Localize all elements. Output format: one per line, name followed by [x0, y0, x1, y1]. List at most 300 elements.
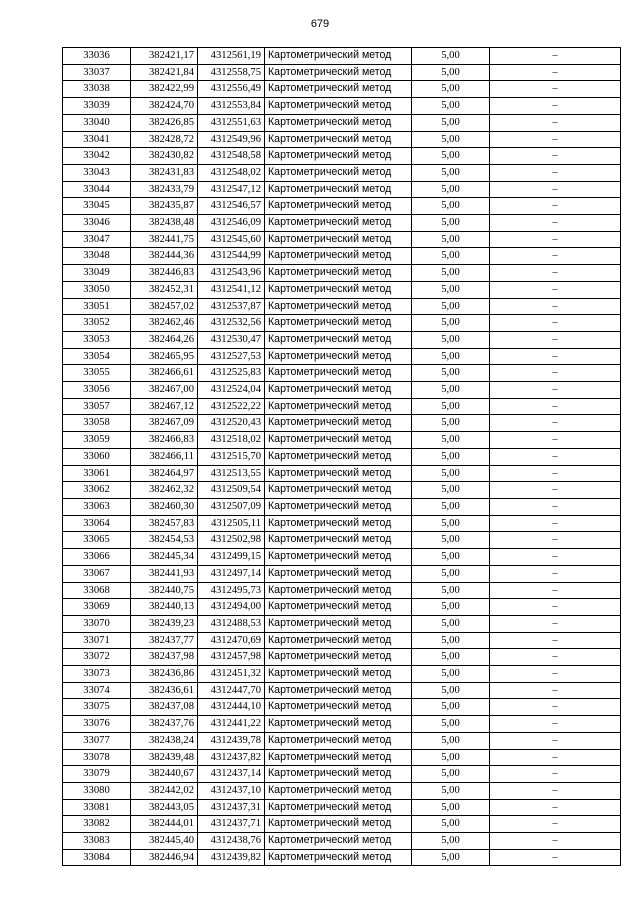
x-coordinate-cell: 382424,70 [131, 98, 198, 115]
accuracy-cell: 5,00 [412, 699, 490, 716]
y-coordinate-cell: 4312525,83 [198, 365, 265, 382]
point-id-cell: 33081 [63, 799, 131, 816]
x-coordinate-cell: 382441,75 [131, 231, 198, 248]
method-cell: Картометрический метод [265, 331, 412, 348]
point-id-cell: 33068 [63, 582, 131, 599]
table-row [63, 682, 621, 699]
point-id-cell: 33054 [63, 348, 131, 365]
table-row [63, 198, 621, 215]
accuracy-cell: 5,00 [412, 799, 490, 816]
table-row [63, 215, 621, 232]
note-cell: – [490, 816, 621, 833]
method-cell: Картометрический метод [265, 515, 412, 532]
table-row [63, 315, 621, 332]
table-row [63, 599, 621, 616]
accuracy-cell: 5,00 [412, 64, 490, 81]
y-coordinate-cell: 4312513,55 [198, 465, 265, 482]
x-coordinate-cell: 382421,84 [131, 64, 198, 81]
y-coordinate-cell: 4312451,32 [198, 666, 265, 683]
table-row [63, 749, 621, 766]
accuracy-cell: 5,00 [412, 164, 490, 181]
accuracy-cell: 5,00 [412, 281, 490, 298]
table-row [63, 398, 621, 415]
x-coordinate-cell: 382431,83 [131, 164, 198, 181]
accuracy-cell: 5,00 [412, 415, 490, 432]
note-cell: – [490, 766, 621, 783]
table-row [63, 716, 621, 733]
accuracy-cell: 5,00 [412, 649, 490, 666]
note-cell: – [490, 415, 621, 432]
method-cell: Картометрический метод [265, 749, 412, 766]
x-coordinate-cell: 382436,86 [131, 666, 198, 683]
point-id-cell: 33062 [63, 482, 131, 499]
note-cell: – [490, 98, 621, 115]
x-coordinate-cell: 382444,36 [131, 248, 198, 265]
point-id-cell: 33050 [63, 281, 131, 298]
table-row [63, 532, 621, 549]
point-id-cell: 33075 [63, 699, 131, 716]
method-cell: Картометрический метод [265, 649, 412, 666]
y-coordinate-cell: 4312441,22 [198, 716, 265, 733]
point-id-cell: 33049 [63, 265, 131, 282]
note-cell: – [490, 782, 621, 799]
point-id-cell: 33053 [63, 331, 131, 348]
y-coordinate-cell: 4312553,84 [198, 98, 265, 115]
x-coordinate-cell: 382457,83 [131, 515, 198, 532]
method-cell: Картометрический метод [265, 265, 412, 282]
note-cell: – [490, 799, 621, 816]
accuracy-cell: 5,00 [412, 198, 490, 215]
x-coordinate-cell: 382439,23 [131, 615, 198, 632]
accuracy-cell: 5,00 [412, 666, 490, 683]
x-coordinate-cell: 382440,75 [131, 582, 198, 599]
y-coordinate-cell: 4312546,09 [198, 215, 265, 232]
accuracy-cell: 5,00 [412, 615, 490, 632]
table-row [63, 131, 621, 148]
note-cell: – [490, 549, 621, 566]
point-id-cell: 33072 [63, 649, 131, 666]
accuracy-cell: 5,00 [412, 732, 490, 749]
note-cell: – [490, 64, 621, 81]
x-coordinate-cell: 382435,87 [131, 198, 198, 215]
accuracy-cell: 5,00 [412, 465, 490, 482]
page-number: 679 [310, 18, 330, 30]
x-coordinate-cell: 382440,13 [131, 599, 198, 616]
note-cell: – [490, 181, 621, 198]
accuracy-cell: 5,00 [412, 749, 490, 766]
x-coordinate-cell: 382467,12 [131, 398, 198, 415]
y-coordinate-cell: 4312551,63 [198, 114, 265, 131]
table-row [63, 81, 621, 98]
note-cell: – [490, 532, 621, 549]
method-cell: Картометрический метод [265, 498, 412, 515]
note-cell: – [490, 315, 621, 332]
table-row [63, 549, 621, 566]
point-id-cell: 33041 [63, 131, 131, 148]
accuracy-cell: 5,00 [412, 766, 490, 783]
x-coordinate-cell: 382445,40 [131, 833, 198, 850]
accuracy-cell: 5,00 [412, 398, 490, 415]
table-row [63, 331, 621, 348]
y-coordinate-cell: 4312499,15 [198, 549, 265, 566]
method-cell: Картометрический метод [265, 248, 412, 265]
method-cell: Картометрический метод [265, 549, 412, 566]
accuracy-cell: 5,00 [412, 98, 490, 115]
note-cell: – [490, 732, 621, 749]
method-cell: Картометрический метод [265, 849, 412, 866]
note-cell: – [490, 81, 621, 98]
accuracy-cell: 5,00 [412, 131, 490, 148]
y-coordinate-cell: 4312530,47 [198, 331, 265, 348]
x-coordinate-cell: 382430,82 [131, 148, 198, 165]
accuracy-cell: 5,00 [412, 482, 490, 499]
y-coordinate-cell: 4312447,70 [198, 682, 265, 699]
table-row [63, 365, 621, 382]
x-coordinate-cell: 382466,11 [131, 448, 198, 465]
y-coordinate-cell: 4312518,02 [198, 432, 265, 449]
point-id-cell: 33047 [63, 231, 131, 248]
note-cell: – [490, 298, 621, 315]
point-id-cell: 33057 [63, 398, 131, 415]
note-cell: – [490, 482, 621, 499]
table-row [63, 148, 621, 165]
accuracy-cell: 5,00 [412, 298, 490, 315]
point-id-cell: 33036 [63, 48, 131, 65]
point-id-cell: 33055 [63, 365, 131, 382]
table-row [63, 816, 621, 833]
table-row [63, 298, 621, 315]
method-cell: Картометрический метод [265, 148, 412, 165]
note-cell: – [490, 582, 621, 599]
point-id-cell: 33042 [63, 148, 131, 165]
y-coordinate-cell: 4312548,02 [198, 164, 265, 181]
y-coordinate-cell: 4312524,04 [198, 382, 265, 399]
y-coordinate-cell: 4312546,57 [198, 198, 265, 215]
point-id-cell: 33045 [63, 198, 131, 215]
x-coordinate-cell: 382437,98 [131, 649, 198, 666]
y-coordinate-cell: 4312437,14 [198, 766, 265, 783]
table-body [63, 48, 621, 866]
point-id-cell: 33058 [63, 415, 131, 432]
x-coordinate-cell: 382460,30 [131, 498, 198, 515]
note-cell: – [490, 649, 621, 666]
accuracy-cell: 5,00 [412, 716, 490, 733]
table-row [63, 732, 621, 749]
y-coordinate-cell: 4312520,43 [198, 415, 265, 432]
note-cell: – [490, 348, 621, 365]
table-row [63, 782, 621, 799]
y-coordinate-cell: 4312470,69 [198, 632, 265, 649]
method-cell: Картометрический метод [265, 164, 412, 181]
accuracy-cell: 5,00 [412, 582, 490, 599]
point-id-cell: 33046 [63, 215, 131, 232]
note-cell: – [490, 48, 621, 65]
y-coordinate-cell: 4312494,00 [198, 599, 265, 616]
point-id-cell: 33071 [63, 632, 131, 649]
method-cell: Картометрический метод [265, 415, 412, 432]
note-cell: – [490, 615, 621, 632]
method-cell: Картометрический метод [265, 131, 412, 148]
note-cell: – [490, 148, 621, 165]
x-coordinate-cell: 382467,09 [131, 415, 198, 432]
method-cell: Картометрический метод [265, 448, 412, 465]
point-id-cell: 33064 [63, 515, 131, 532]
method-cell: Картометрический метод [265, 816, 412, 833]
point-id-cell: 33069 [63, 599, 131, 616]
note-cell: – [490, 131, 621, 148]
note-cell: – [490, 265, 621, 282]
note-cell: – [490, 198, 621, 215]
accuracy-cell: 5,00 [412, 448, 490, 465]
y-coordinate-cell: 4312505,11 [198, 515, 265, 532]
accuracy-cell: 5,00 [412, 348, 490, 365]
method-cell: Картометрический метод [265, 348, 412, 365]
table-row [63, 48, 621, 65]
y-coordinate-cell: 4312548,58 [198, 148, 265, 165]
x-coordinate-cell: 382446,83 [131, 265, 198, 282]
x-coordinate-cell: 382443,05 [131, 799, 198, 816]
y-coordinate-cell: 4312515,70 [198, 448, 265, 465]
point-id-cell: 33080 [63, 782, 131, 799]
x-coordinate-cell: 382441,93 [131, 565, 198, 582]
point-id-cell: 33039 [63, 98, 131, 115]
x-coordinate-cell: 382445,34 [131, 549, 198, 566]
y-coordinate-cell: 4312437,82 [198, 749, 265, 766]
accuracy-cell: 5,00 [412, 849, 490, 866]
method-cell: Картометрический метод [265, 465, 412, 482]
table-row [63, 482, 621, 499]
table-row [63, 415, 621, 432]
table-row [63, 432, 621, 449]
method-cell: Картометрический метод [265, 198, 412, 215]
note-cell: – [490, 398, 621, 415]
x-coordinate-cell: 382422,99 [131, 81, 198, 98]
method-cell: Картометрический метод [265, 215, 412, 232]
y-coordinate-cell: 4312439,78 [198, 732, 265, 749]
table-row [63, 766, 621, 783]
accuracy-cell: 5,00 [412, 215, 490, 232]
note-cell: – [490, 498, 621, 515]
method-cell: Картометрический метод [265, 315, 412, 332]
method-cell: Картометрический метод [265, 98, 412, 115]
accuracy-cell: 5,00 [412, 114, 490, 131]
table-row [63, 699, 621, 716]
point-id-cell: 33065 [63, 532, 131, 549]
y-coordinate-cell: 4312509,54 [198, 482, 265, 499]
point-id-cell: 33076 [63, 716, 131, 733]
note-cell: – [490, 699, 621, 716]
y-coordinate-cell: 4312438,76 [198, 833, 265, 850]
y-coordinate-cell: 4312532,56 [198, 315, 265, 332]
x-coordinate-cell: 382439,48 [131, 749, 198, 766]
table-row [63, 231, 621, 248]
y-coordinate-cell: 4312545,60 [198, 231, 265, 248]
point-id-cell: 33048 [63, 248, 131, 265]
x-coordinate-cell: 382444,01 [131, 816, 198, 833]
method-cell: Картометрический метод [265, 666, 412, 683]
x-coordinate-cell: 382464,97 [131, 465, 198, 482]
point-id-cell: 33074 [63, 682, 131, 699]
note-cell: – [490, 515, 621, 532]
table-row [63, 498, 621, 515]
table-row [63, 799, 621, 816]
table-row [63, 849, 621, 866]
table-row [63, 582, 621, 599]
table-row [63, 632, 621, 649]
y-coordinate-cell: 4312558,75 [198, 64, 265, 81]
note-cell: – [490, 716, 621, 733]
y-coordinate-cell: 4312547,12 [198, 181, 265, 198]
y-coordinate-cell: 4312457,98 [198, 649, 265, 666]
y-coordinate-cell: 4312437,10 [198, 782, 265, 799]
y-coordinate-cell: 4312507,09 [198, 498, 265, 515]
x-coordinate-cell: 382421,17 [131, 48, 198, 65]
x-coordinate-cell: 382437,08 [131, 699, 198, 716]
y-coordinate-cell: 4312488,53 [198, 615, 265, 632]
point-id-cell: 33037 [63, 64, 131, 81]
table-row [63, 98, 621, 115]
method-cell: Картометрический метод [265, 382, 412, 399]
accuracy-cell: 5,00 [412, 816, 490, 833]
method-cell: Картометрический метод [265, 615, 412, 632]
y-coordinate-cell: 4312502,98 [198, 532, 265, 549]
table-row [63, 181, 621, 198]
point-id-cell: 33079 [63, 766, 131, 783]
x-coordinate-cell: 382446,94 [131, 849, 198, 866]
method-cell: Картометрический метод [265, 298, 412, 315]
note-cell: – [490, 281, 621, 298]
point-id-cell: 33067 [63, 565, 131, 582]
method-cell: Картометрический метод [265, 632, 412, 649]
x-coordinate-cell: 382462,46 [131, 315, 198, 332]
method-cell: Картометрический метод [265, 64, 412, 81]
accuracy-cell: 5,00 [412, 498, 490, 515]
y-coordinate-cell: 4312543,96 [198, 265, 265, 282]
accuracy-cell: 5,00 [412, 432, 490, 449]
note-cell: – [490, 114, 621, 131]
note-cell: – [490, 565, 621, 582]
point-id-cell: 33056 [63, 382, 131, 399]
x-coordinate-cell: 382467,00 [131, 382, 198, 399]
method-cell: Картометрический метод [265, 281, 412, 298]
method-cell: Картометрический метод [265, 114, 412, 131]
y-coordinate-cell: 4312444,10 [198, 699, 265, 716]
method-cell: Картометрический метод [265, 365, 412, 382]
table-row [63, 114, 621, 131]
note-cell: – [490, 365, 621, 382]
table-row [63, 348, 621, 365]
table-row [63, 281, 621, 298]
y-coordinate-cell: 4312527,53 [198, 348, 265, 365]
table-row [63, 248, 621, 265]
accuracy-cell: 5,00 [412, 632, 490, 649]
accuracy-cell: 5,00 [412, 48, 490, 65]
x-coordinate-cell: 382433,79 [131, 181, 198, 198]
accuracy-cell: 5,00 [412, 248, 490, 265]
accuracy-cell: 5,00 [412, 181, 490, 198]
x-coordinate-cell: 382438,48 [131, 215, 198, 232]
note-cell: – [490, 164, 621, 181]
point-id-cell: 33043 [63, 164, 131, 181]
point-id-cell: 33061 [63, 465, 131, 482]
method-cell: Картометрический метод [265, 699, 412, 716]
x-coordinate-cell: 382437,76 [131, 716, 198, 733]
x-coordinate-cell: 382428,72 [131, 131, 198, 148]
table-row [63, 833, 621, 850]
y-coordinate-cell: 4312541,12 [198, 281, 265, 298]
point-id-cell: 33070 [63, 615, 131, 632]
table-row [63, 382, 621, 399]
x-coordinate-cell: 382465,95 [131, 348, 198, 365]
y-coordinate-cell: 4312437,31 [198, 799, 265, 816]
x-coordinate-cell: 382457,02 [131, 298, 198, 315]
y-coordinate-cell: 4312549,96 [198, 131, 265, 148]
method-cell: Картометрический метод [265, 833, 412, 850]
accuracy-cell: 5,00 [412, 331, 490, 348]
x-coordinate-cell: 382436,61 [131, 682, 198, 699]
method-cell: Картометрический метод [265, 565, 412, 582]
y-coordinate-cell: 4312495,73 [198, 582, 265, 599]
note-cell: – [490, 749, 621, 766]
method-cell: Картометрический метод [265, 432, 412, 449]
accuracy-cell: 5,00 [412, 382, 490, 399]
point-id-cell: 33063 [63, 498, 131, 515]
accuracy-cell: 5,00 [412, 682, 490, 699]
y-coordinate-cell: 4312437,71 [198, 816, 265, 833]
point-id-cell: 33044 [63, 181, 131, 198]
point-id-cell: 33052 [63, 315, 131, 332]
table-row [63, 565, 621, 582]
note-cell: – [490, 632, 621, 649]
accuracy-cell: 5,00 [412, 532, 490, 549]
table-row [63, 615, 621, 632]
method-cell: Картометрический метод [265, 732, 412, 749]
method-cell: Картометрический метод [265, 181, 412, 198]
method-cell: Картометрический метод [265, 582, 412, 599]
table-row [63, 666, 621, 683]
method-cell: Картометрический метод [265, 599, 412, 616]
method-cell: Картометрический метод [265, 799, 412, 816]
accuracy-cell: 5,00 [412, 365, 490, 382]
note-cell: – [490, 331, 621, 348]
note-cell: – [490, 833, 621, 850]
accuracy-cell: 5,00 [412, 599, 490, 616]
note-cell: – [490, 599, 621, 616]
point-id-cell: 33078 [63, 749, 131, 766]
point-id-cell: 33051 [63, 298, 131, 315]
x-coordinate-cell: 382452,31 [131, 281, 198, 298]
table-row [63, 64, 621, 81]
point-id-cell: 33060 [63, 448, 131, 465]
table-row [63, 265, 621, 282]
accuracy-cell: 5,00 [412, 315, 490, 332]
y-coordinate-cell: 4312537,87 [198, 298, 265, 315]
method-cell: Картометрический метод [265, 682, 412, 699]
point-id-cell: 33066 [63, 549, 131, 566]
note-cell: – [490, 666, 621, 683]
y-coordinate-cell: 4312497,14 [198, 565, 265, 582]
note-cell: – [490, 382, 621, 399]
accuracy-cell: 5,00 [412, 148, 490, 165]
note-cell: – [490, 448, 621, 465]
x-coordinate-cell: 382462,32 [131, 482, 198, 499]
x-coordinate-cell: 382466,83 [131, 432, 198, 449]
table-row [63, 465, 621, 482]
note-cell: – [490, 231, 621, 248]
note-cell: – [490, 849, 621, 866]
x-coordinate-cell: 382437,77 [131, 632, 198, 649]
table-row [63, 649, 621, 666]
